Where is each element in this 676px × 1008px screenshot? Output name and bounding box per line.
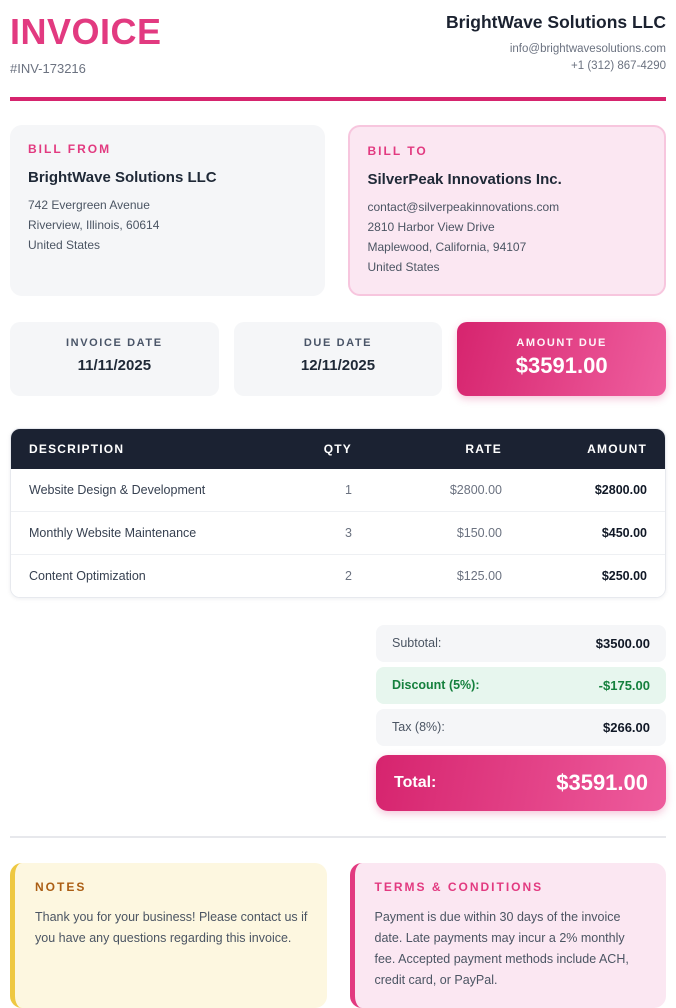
bill-from-address-line: United States [28,237,101,252]
item-description: Content Optimization [11,554,280,597]
item-rate: $2800.00 [370,469,520,512]
amount-due-value: $3591.00 [515,352,608,378]
discount-row [376,667,666,704]
bill-to-email: contact@silverpeakinnovations.com [367,199,560,214]
tax-label: Tax (8%): [392,720,445,735]
item-amount: $2800.00 [520,469,665,512]
company-name: BrightWave Solutions LLC [445,12,666,32]
invoice-date-value: 11/11/2025 [77,356,152,374]
footer-section [10,863,666,1008]
due-date-value: 12/11/2025 [300,356,376,374]
header-left [10,12,162,76]
subtotal-label: Subtotal: [392,636,442,651]
item-rate: $150.00 [370,511,520,554]
item-amount: $250.00 [520,554,665,597]
item-description: Monthly Website Maintenance [11,511,280,554]
bill-to-address-line: Maplewood, California, 94107 [367,239,527,254]
grand-total-row [376,755,666,811]
bill-from-address-line: Riverview, Illinois, 60614 [28,217,160,232]
grand-total-value: $3591.00 [556,769,648,795]
notes-label: NOTES [35,879,87,894]
table-header-row [11,429,665,469]
item-amount: $450.00 [520,511,665,554]
invoice-date-label: INVOICE DATE [66,336,163,349]
bill-to-address-line: United States [367,259,440,274]
table-row [11,511,665,554]
terms-text: Payment is due within 30 days of the invoice date. Late payments may incur a 2% monthly fee. Accepted payment methods include ACH, credit card, or PayPal. [374,909,629,987]
company-phone: +1 (312) 867-4290 [571,60,666,72]
item-qty: 1 [280,469,370,512]
table-row [11,469,665,512]
company-email: info@brightwavesolutions.com [509,43,666,55]
bill-from-name: BrightWave Solutions LLC [28,168,217,186]
amount-due-card [457,322,666,396]
invoice-date-card [10,322,219,396]
page-title: INVOICE [10,11,162,52]
item-rate: $125.00 [370,554,520,597]
totals-section [376,625,666,811]
bill-from-label: BILL FROM [28,141,112,156]
bill-from-card [10,125,325,296]
bill-to-label: BILL TO [367,143,428,158]
invoice-number: #INV-173216 [10,60,86,76]
item-qty: 3 [280,511,370,554]
item-qty: 2 [280,554,370,597]
item-description: Website Design & Development [11,469,280,512]
notes-card [10,863,327,1008]
bill-from-address-line: 742 Evergreen Avenue [28,197,150,212]
amount-due-label: AMOUNT DUE [516,336,607,349]
column-header-rate: RATE [370,429,520,469]
terms-label: TERMS & CONDITIONS [374,879,544,894]
invoice-meta-section [10,322,666,396]
bill-to-card [348,125,667,296]
tax-row [376,709,666,746]
discount-value: -$175.00 [598,677,650,693]
column-header-amount: AMOUNT [520,429,665,469]
discount-label: Discount (5%): [392,678,480,693]
footer-divider [10,836,666,838]
terms-card [350,863,667,1008]
grand-total-label: Total: [394,773,437,791]
bill-to-address-line: 2810 Harbor View Drive [367,219,495,234]
table-row [11,554,665,597]
subtotal-value: $3500.00 [595,635,650,651]
tax-value: $266.00 [603,719,650,735]
invoice-header [10,12,666,76]
header-divider [10,97,666,101]
company-info [446,12,666,75]
due-date-card [234,322,443,396]
notes-text: Thank you for your business! Please contact us if you have any questions regarding this invoice. [35,909,308,945]
line-items-table [10,428,666,598]
column-header-qty: QTY [280,429,370,469]
subtotal-row [376,625,666,662]
column-header-description: DESCRIPTION [11,429,280,469]
due-date-label: DUE DATE [303,336,373,349]
bill-to-name: SilverPeak Innovations Inc. [367,170,562,188]
billing-section [10,125,666,296]
